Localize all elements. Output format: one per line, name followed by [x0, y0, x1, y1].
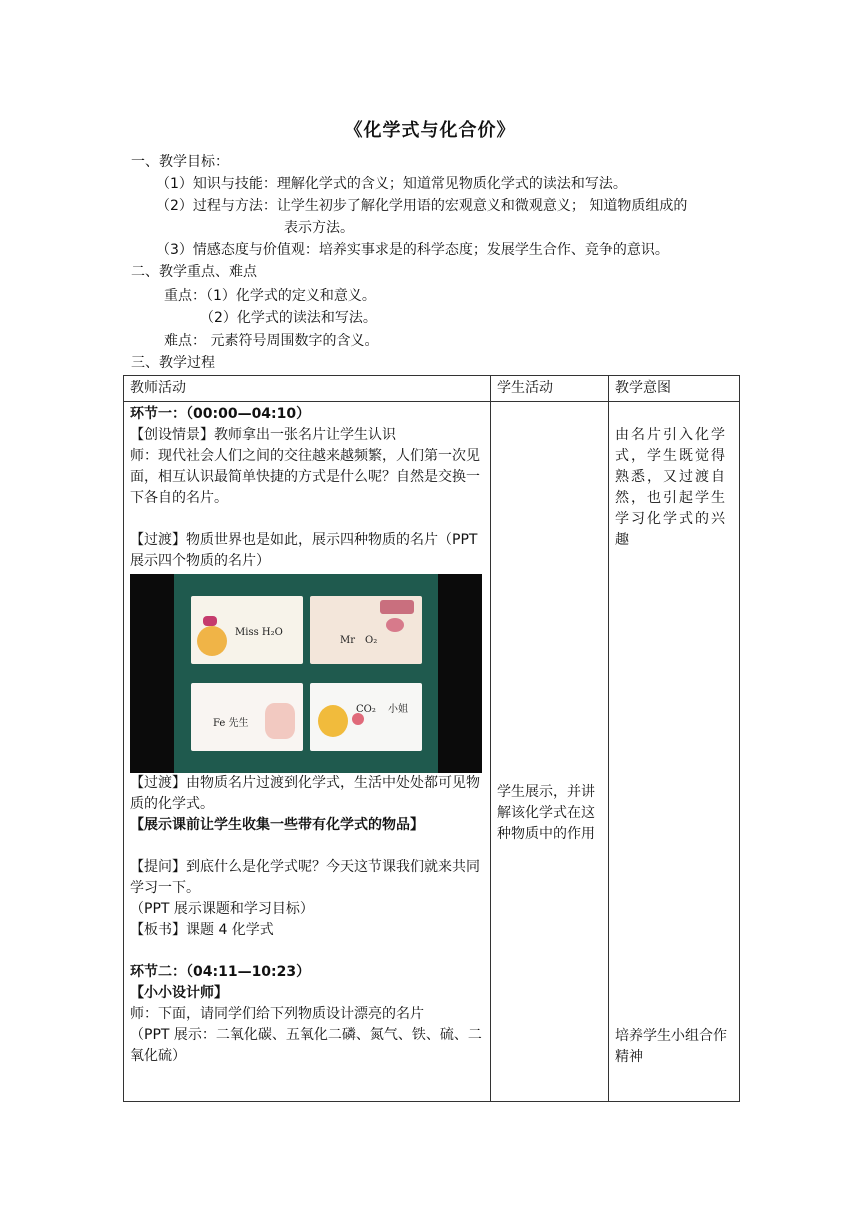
- card-fe: [191, 683, 303, 751]
- objective-process: （2）过程与方法：让学生初步了解化学用语的宏观意义和微观意义； 知道物质组成的: [156, 198, 688, 214]
- teacher-activity-cell: [124, 402, 491, 1102]
- objective-process-cont: 表示方法。: [284, 220, 354, 236]
- objective-knowledge: （1）知识与技能：理解化学式的含义；知道常见物质化学式的读法和写法。: [156, 176, 627, 192]
- intent-i1: 由名片引入化学式，学生既觉得熟悉，又过渡自然，也引起学生学习化学式的兴趣: [615, 427, 727, 548]
- difficulty: 难点： 元素符号周围数字的含义。: [164, 333, 379, 349]
- girl-illustration-icon: [197, 626, 227, 656]
- teacher-t1: 【创设情景】教师拿出一张名片让学生认识: [130, 427, 396, 443]
- teacher-t9: 【小小设计师】: [130, 985, 228, 1001]
- header-teacher: 教师活动: [124, 376, 491, 402]
- card-o2-mr: Mr: [340, 635, 356, 646]
- card-o2: [310, 596, 422, 664]
- intent-cell: [609, 402, 740, 1102]
- section3-heading: 三、教学过程: [131, 355, 215, 371]
- card-fe-text: Fe 先生: [213, 718, 249, 729]
- teacher-t11: （PPT 展示：二氧化碳、五氧化二磷、氮气、铁、硫、二氧化硫）: [130, 1027, 482, 1064]
- card-h2o-text: Miss H₂O: [235, 627, 283, 638]
- objective-emotion: （3）情感态度与价值观：培养实事求是的科学态度；发展学生合作、竞争的意识。: [156, 242, 669, 258]
- student-s1: 学生展示，并讲解该化学式在这种物质中的作用: [497, 784, 595, 842]
- stage2-heading: 环节二：（04:11—10:23）: [130, 964, 311, 980]
- intent-i2: 培养学生小组合作精神: [615, 1028, 727, 1065]
- card-h2o: [191, 596, 303, 664]
- card-co2: [310, 683, 422, 751]
- stage1-heading: 环节一：（00:00—04:10）: [130, 406, 311, 422]
- lesson-table: [123, 375, 740, 1102]
- table-header-row: [124, 376, 740, 402]
- table-row: [124, 402, 740, 1102]
- section1-heading: 一、教学目标：: [131, 154, 229, 170]
- section2-heading: 二、教学重点、难点: [131, 264, 257, 280]
- ppt-slide-image: [130, 574, 482, 773]
- card-co2-formula: CO₂: [356, 704, 376, 715]
- slide-background: [174, 574, 438, 773]
- card-co2-miss: 小姐: [388, 704, 408, 715]
- student-activity-cell: [491, 402, 609, 1102]
- teacher-t10: 师：下面，请同学们给下列物质设计漂亮的名片: [130, 1006, 424, 1022]
- lion-illustration-icon: [265, 703, 295, 739]
- header-student: 学生活动: [491, 376, 609, 402]
- page-title: 《化学式与化合价》: [344, 120, 516, 141]
- cupcake-icon: [386, 618, 404, 632]
- teacher-t8: 【板书】课题 4 化学式: [130, 922, 274, 938]
- teacher-t2: 师：现代社会人们之间的交往越来越频繁，人们第一次见面，相互认识最简单快捷的方式是什么呢？自然是交换一下各自的名片。: [130, 448, 480, 506]
- ribbon-icon: [380, 600, 414, 614]
- header-intent: 教学意图: [609, 376, 740, 402]
- teacher-t4: 【过渡】由物质名片过渡到化学式，生活中处处都可见物质的化学式。: [130, 775, 480, 812]
- key-point-1-text: （1）化学式的定义和意义。: [206, 288, 376, 304]
- teacher-t6: 【提问】到底什么是化学式呢？今天这节课我们就来共同学习一下。: [130, 859, 480, 896]
- key-label: 重点：: [164, 288, 206, 304]
- teacher-t3: 【过渡】物质世界也是如此，展示四种物质的名片（PPT展示四个物质的名片）: [130, 532, 478, 569]
- teacher-t5: 【展示课前让学生收集一些带有化学式的物品】: [130, 817, 424, 833]
- bear-illustration-icon: [318, 705, 348, 737]
- card-o2-formula: O₂: [365, 635, 378, 646]
- key-point-1: [164, 285, 376, 307]
- key-point-2: （2）化学式的读法和写法。: [200, 310, 377, 326]
- bow-icon: [203, 616, 217, 626]
- teacher-t7: （PPT 展示课题和学习目标）: [130, 901, 314, 917]
